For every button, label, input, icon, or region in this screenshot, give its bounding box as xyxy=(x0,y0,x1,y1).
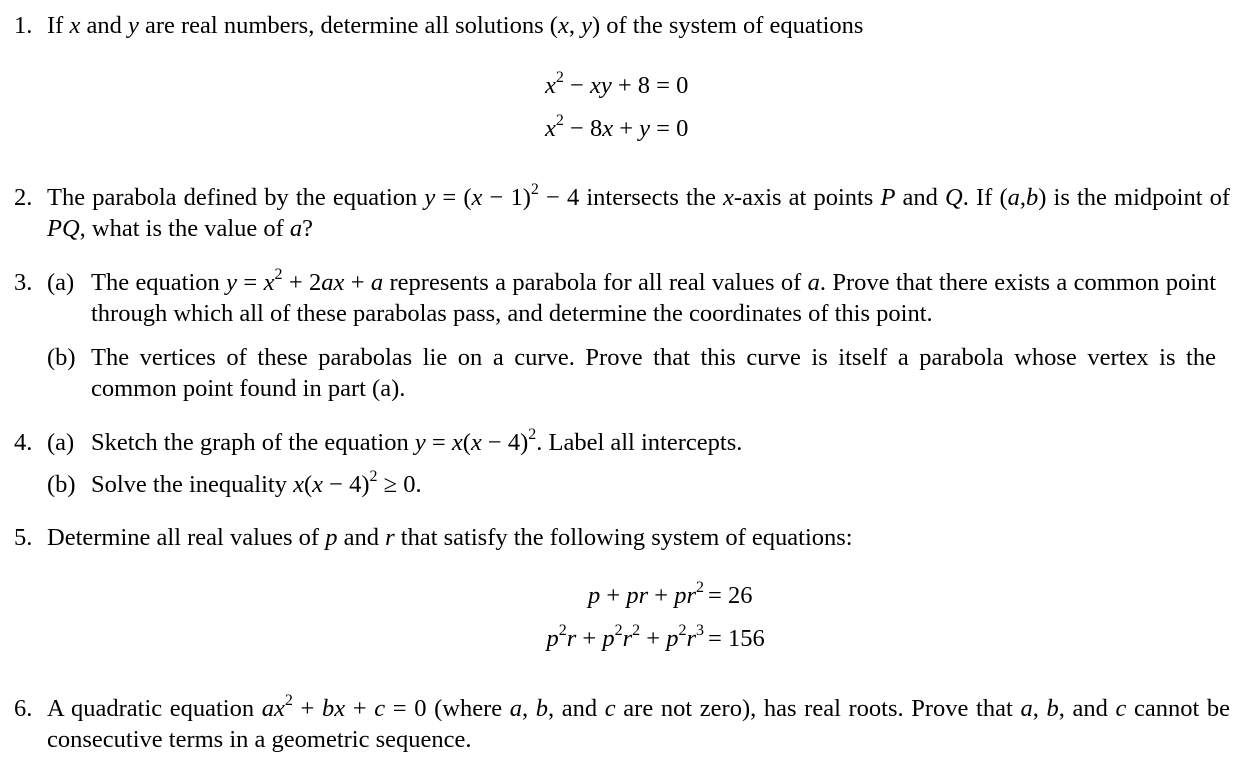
problem-3-part-b xyxy=(47,342,1216,404)
problem-number: 2. xyxy=(14,184,33,211)
problem-text: The parabola defined by the equation $y = (x - 1)^2 - 4$ intersects the x-axis at points P and Q. If (a,b) is the midpoint of PQ, what is the value of a? xyxy=(47,180,1231,242)
problem-number: 4. xyxy=(14,429,33,456)
problem-1 xyxy=(14,10,1230,41)
problem-6 xyxy=(14,693,1230,755)
equation-5b-lhs: $p^2r + p^2r^2 + p^2r^3$ xyxy=(546,621,704,652)
part-label: (a) xyxy=(47,429,75,456)
problem-text: If x and y are real numbers, determine all solutions (x, y) of the system of equations xyxy=(47,12,864,39)
problem-number: 3. xyxy=(14,269,33,296)
equation-1b: $x^2 - 8x + y = 0$ xyxy=(545,111,689,142)
part-text: Sketch the graph of the equation $y = x(x - 4)^2$. Label all intercepts. xyxy=(91,425,743,456)
problem-number: 6. xyxy=(14,695,33,722)
problem-text: A quadratic equation $ax^2$ + bx + c = 0 (where a, b, and c are not zero), has real roots. Prove that a, b, and c cannot be consecutive terms in a geometric sequence. xyxy=(47,691,1231,753)
problem-4-part-b xyxy=(47,469,1216,500)
problem-number: 1. xyxy=(14,12,33,39)
equation-1a: $x^2$ − xy + 8 = 0 xyxy=(545,68,689,99)
problem-2 xyxy=(14,182,1230,244)
part-label: (b) xyxy=(47,344,76,371)
equation-5b-rhs: = 156 xyxy=(708,625,765,652)
equation-5a-lhs: p + pr + $pr^2$ xyxy=(588,578,704,609)
problem-number: 5. xyxy=(14,524,33,551)
problem-text: Determine all real values of p and r that satisfy the following system of equations: xyxy=(47,524,853,551)
part-text: The equation $y = x^2 + 2ax + a$ represents a parabola for all real values of a. Prove that there exists a common point through which all of these parabolas pass, and determine the coordinates of this point. xyxy=(91,265,1217,327)
part-label: (a) xyxy=(47,269,75,296)
part-text: Solve the inequality $x(x - 4)^2 \ge 0$. xyxy=(91,467,422,498)
part-label: (b) xyxy=(47,471,76,498)
problem-3-part-a xyxy=(47,267,1216,329)
problem-4-part-a xyxy=(47,427,1216,458)
equation-5a-rhs: = 26 xyxy=(708,582,753,609)
problem-5 xyxy=(14,522,1230,553)
part-text: The vertices of these parabolas lie on a curve. Prove that this curve is itself a parabola whose vertex is the common point found in part (a). xyxy=(91,344,1216,402)
equation-system-5 xyxy=(480,580,800,660)
